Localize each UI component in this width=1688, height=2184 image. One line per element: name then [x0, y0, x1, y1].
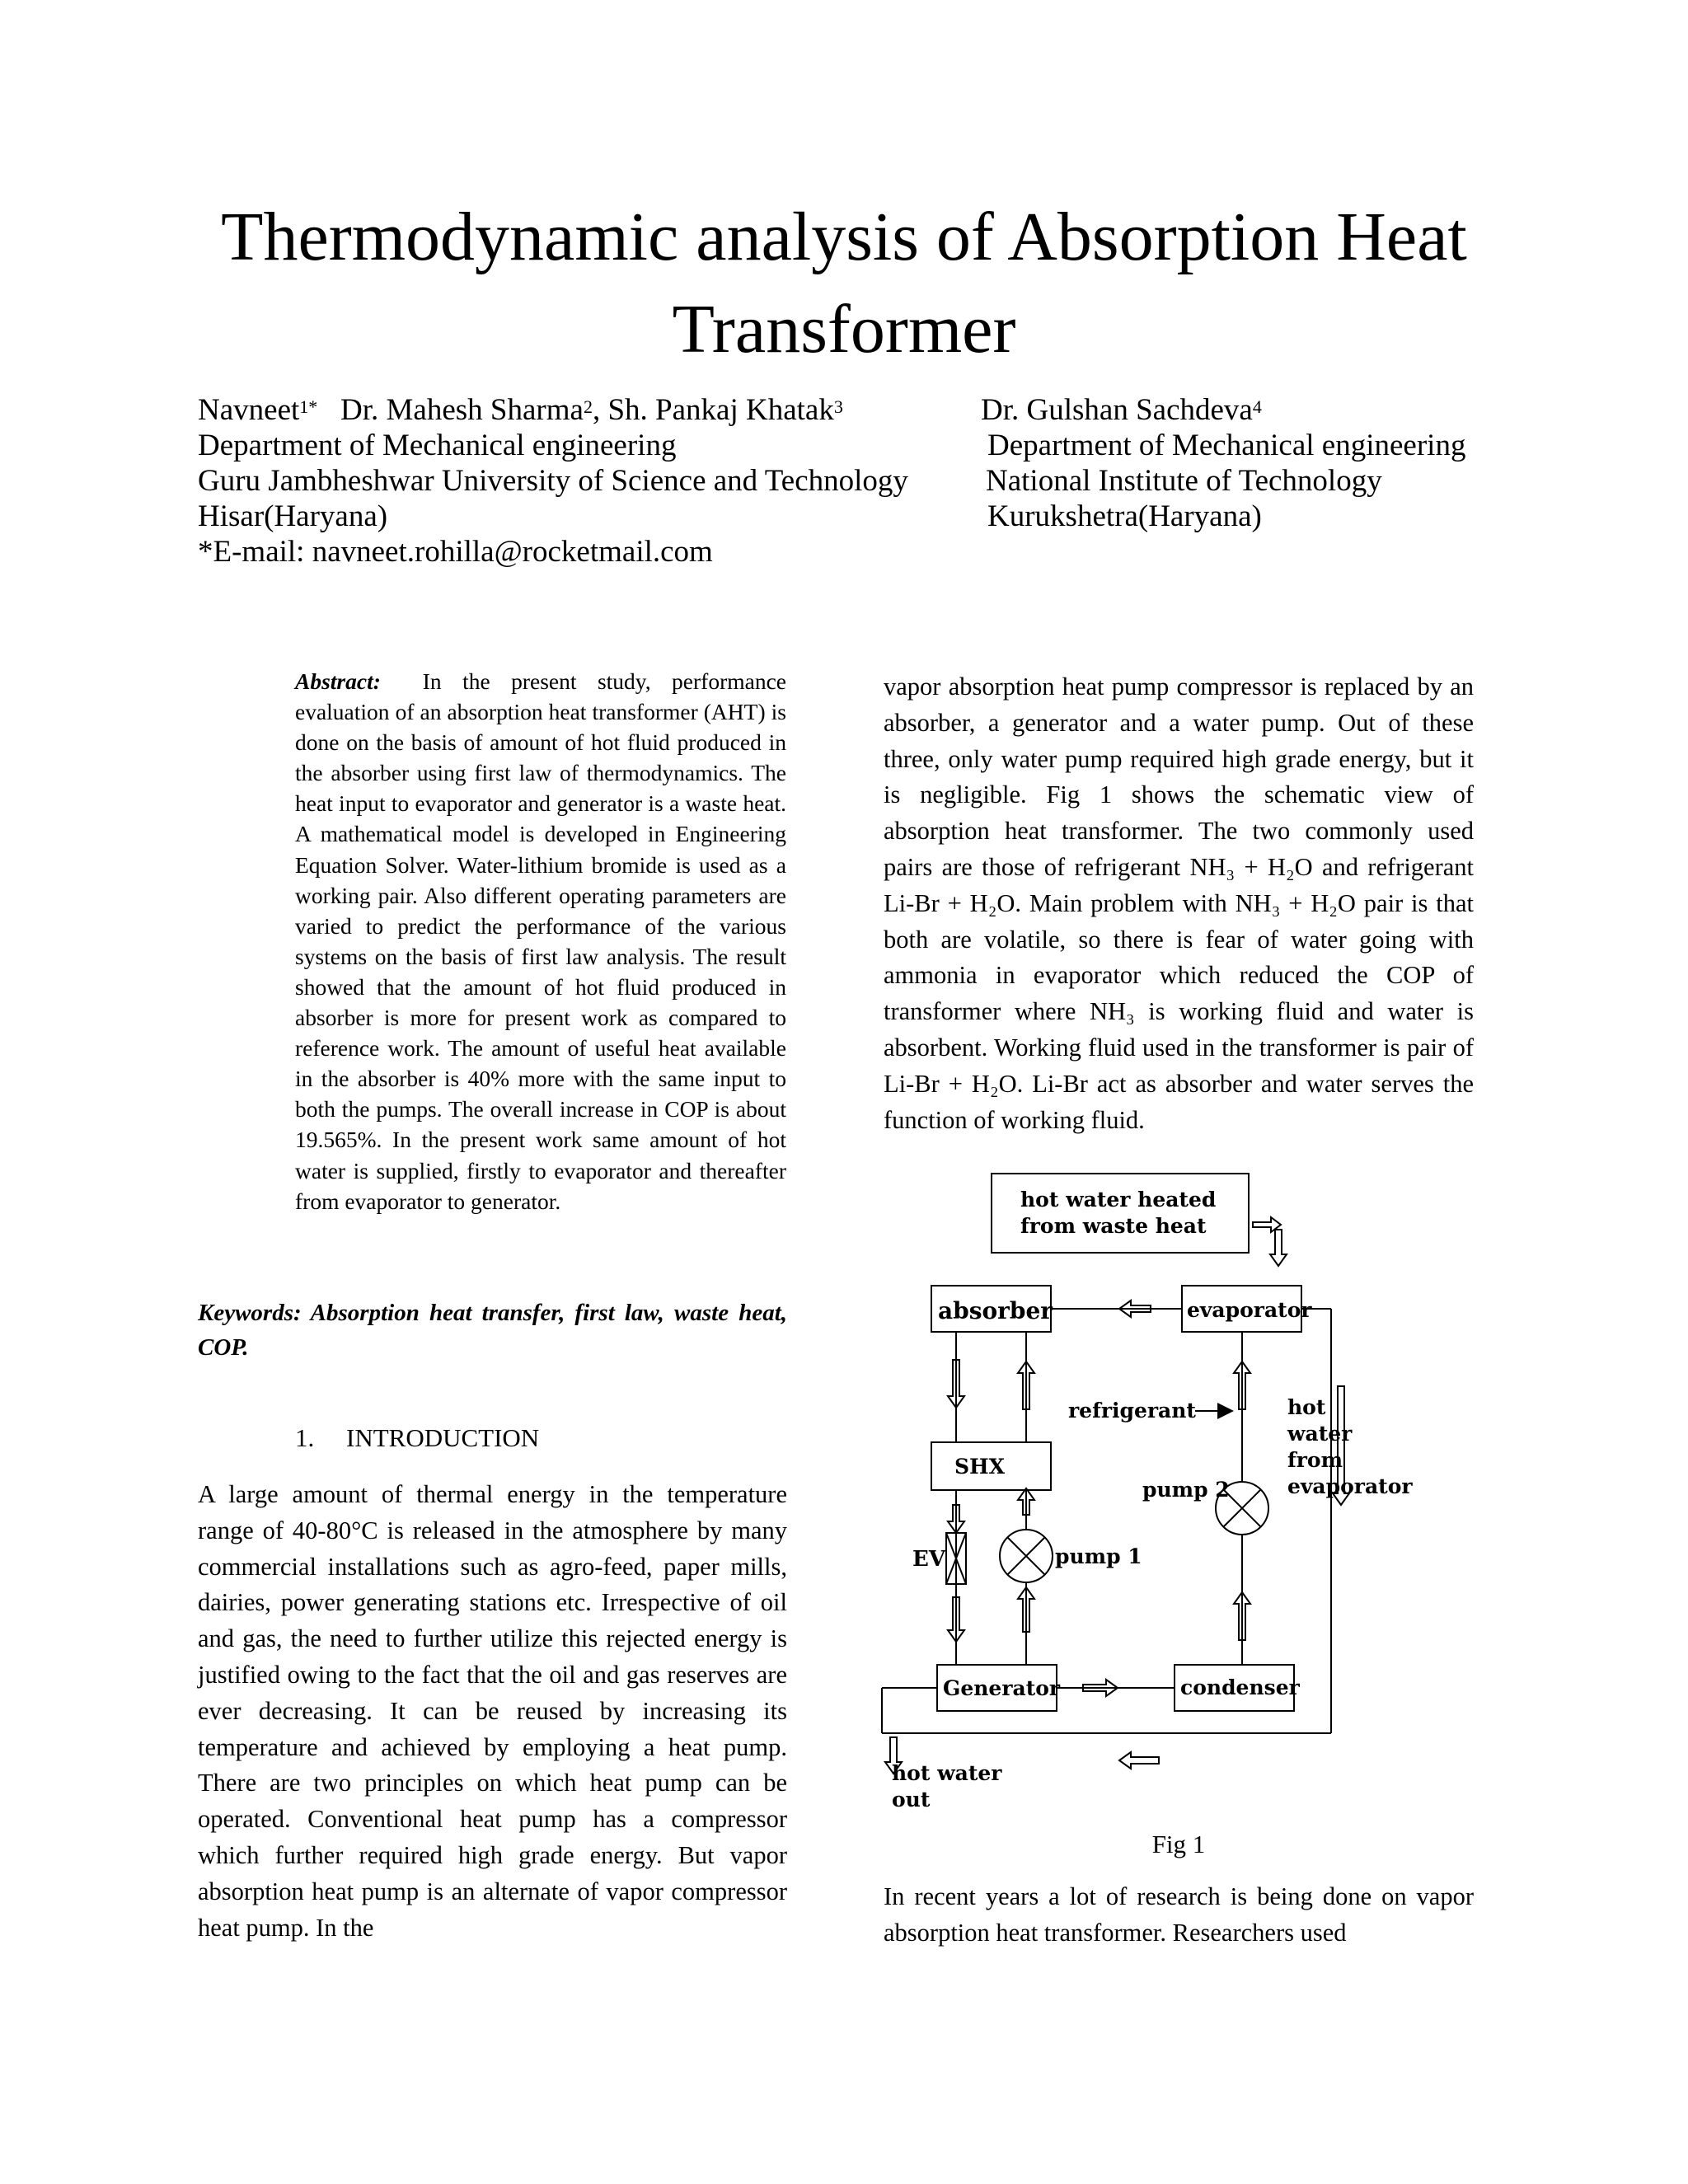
author-left-university: Guru Jambheshwar University of Science and Technology [198, 464, 908, 498]
author-1-affil-mark: 1* [299, 396, 318, 417]
author-2-affil-mark: 2 [583, 396, 593, 417]
hot-water-out-label-1: hot water [892, 1761, 1002, 1785]
author-email[interactable]: *E-mail: navneet.rohilla@rocketmail.com [198, 535, 713, 569]
condenser-label: condenser [1180, 1675, 1300, 1699]
absorber-label: absorber [938, 1297, 1053, 1324]
author-block-right [981, 392, 1508, 534]
author-1-name: Navneet [198, 393, 300, 427]
generator-label: Generator [943, 1676, 1061, 1700]
abstract-label: Abstract: [295, 668, 381, 694]
hot-water-in-label-2: from waste heat [1020, 1214, 1207, 1238]
introduction-paragraph: A large amount of thermal energy in the temperature range of 40-80°C is released in the atmosphere by many commercial installations such as agro-feed, paper mills, dairies, power generating stations etc. Irrespective of oil and gas, the need to further utilize this rejected energy is justified owing to the fact that the oil and gas reserves are ever decreasing. It can be reused by increasing its temperature and achieved by employing a heat pump. There are two principles on which heat pump can be operated. Conventional heat pump has a compressor which further required high grade energy. But vapor absorption heat pump is an alternate of vapor compressor heat pump. In the [198, 1480, 787, 1942]
paper-title: Thermodynamic analysis of Absorption Heat Transformer [221, 199, 1467, 368]
hot-water-in-box [992, 1174, 1249, 1253]
shx-label: SHX [954, 1455, 1006, 1479]
hot-water-out-label-2: out [892, 1788, 931, 1811]
author-left-city: Hisar(Haryana) [198, 499, 388, 533]
hot-water-evap-label-3: from [1287, 1448, 1343, 1472]
section-heading-introduction: 1. INTRODUCTION [295, 1423, 540, 1452]
figure-1-schematic [874, 1170, 1484, 1813]
right-column-paragraph-2: In recent years a lot of research is being done on vapor absorption heat transformer. Researchers used [884, 1882, 1474, 1947]
author-3-affil-mark: 3 [833, 396, 843, 417]
author-names-line [198, 392, 923, 428]
author-right-city: Kurukshetra(Haryana) [987, 499, 1262, 533]
evaporator-label: evaporator [1187, 1298, 1312, 1322]
refrigerant-label: refrigerant [1068, 1399, 1196, 1422]
hot-water-evap-label-2: water [1287, 1422, 1353, 1446]
author-2-name: Dr. Mahesh Sharma [340, 393, 584, 427]
keywords: Keywords: Absorption heat transfer, first law, waste heat, COP. [198, 1300, 787, 1361]
abstract-text: In the present study, performance evaluation of an absorption heat transformer (AHT) is done on the basis of amount of hot fluid produced in the absorber using first law of thermodynamics. The heat input to evaporator and generator is a waste heat. A mathematical model is developed in Engineering Equation Solver. Water-lithium bromide is used as a working pair. Also different operating parameters are varied to predict the performance of the various systems on the basis of first law analysis. The result showed that the amount of hot fluid produced in absorber is more for present work as compared to reference work. The amount of useful heat available in the absorber is 40% more with the same input to both the pumps. The overall increase in COP is about 19.565%. In the present work same amount of hot water is supplied, firstly to evaporator and thereafter from evaporator to generator. [295, 668, 786, 1214]
author-right-department: Department of Mechanical engineering [987, 429, 1466, 462]
author-4-line [981, 392, 1508, 428]
author-right-institute: National Institute of Technology [986, 464, 1382, 498]
abstract [295, 666, 786, 1216]
ev-label: EV [912, 1547, 945, 1572]
pump-1-label: pump 1 [1055, 1544, 1142, 1568]
hot-water-evap-label-4: evaporator [1287, 1474, 1413, 1498]
author-3-name: , Sh. Pankaj Khatak [592, 393, 834, 427]
right-column-paragraph-1: vapor absorption heat pump compressor is replaced by an absorber, a generator and a water pump. Out of these three, only water pump required high grade energy, but it is negligible. Fig 1 shows the schematic view of absorption heat transformer. The two commonly used pairs are those of refrigerant NH₃ + H₂O and refrigerant Li-Br + H₂O. Main problem with NH₃ + H₂O pair is that both are volatile, so there is fear of water going with ammonia in evaporator which reduced the COP of transformer where NH₃ is working fluid and water is absorbent. Working fluid used in the transformer is pair of Li-Br + H₂O. Li-Br act as absorber and water serves the function of working fluid. [884, 673, 1474, 1134]
author-4-affil-mark: 4 [1252, 396, 1262, 417]
pump-2-label: pump 2 [1142, 1478, 1230, 1502]
hot-water-evap-label-1: hot [1287, 1395, 1326, 1419]
author-block-left [198, 392, 923, 569]
author-left-department: Department of Mechanical engineering [198, 429, 677, 462]
author-4-name: Dr. Gulshan Sachdeva [981, 393, 1253, 427]
hot-water-in-label-1: hot water heated [1020, 1188, 1217, 1212]
figure-1-caption: Fig 1 [1151, 1830, 1206, 1858]
